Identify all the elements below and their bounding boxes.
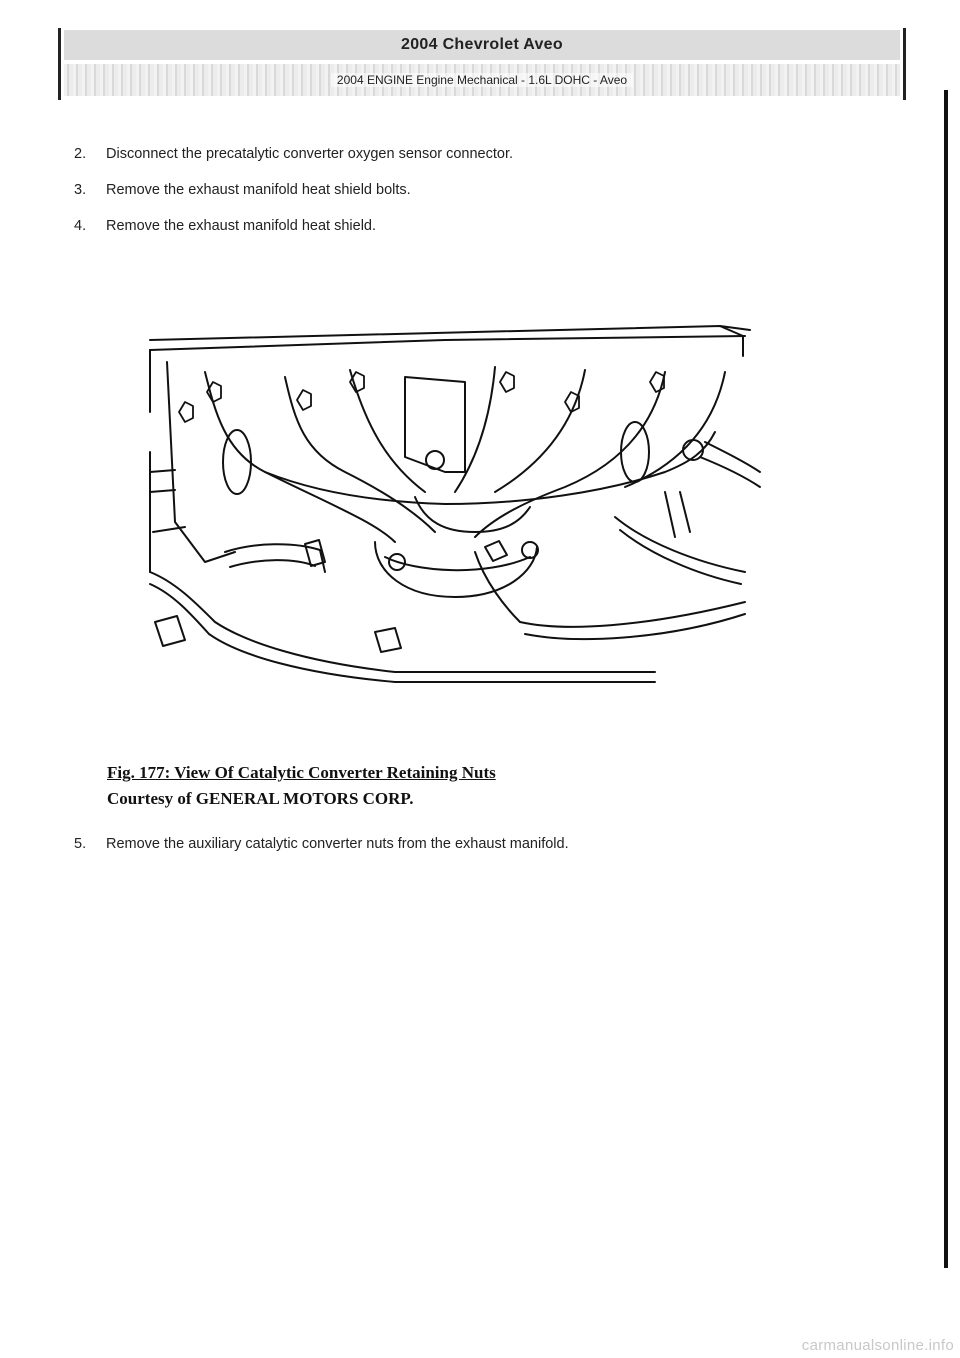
header-left-border <box>58 28 61 100</box>
figure-caption-credit: Courtesy of GENERAL MOTORS CORP. <box>107 789 414 808</box>
step-number: 5. <box>74 836 87 852</box>
step-number: 2. <box>74 146 87 162</box>
document-title: 2004 Chevrolet Aveo <box>401 36 563 53</box>
header-title-band <box>64 30 900 60</box>
figure-caption-title: Fig. 177: View Of Catalytic Converter Retaining Nuts <box>107 763 496 782</box>
exhaust-manifold-illustration <box>145 322 765 686</box>
figure-caption <box>107 760 496 812</box>
step-number: 3. <box>74 182 87 198</box>
step-text: Remove the exhaust manifold heat shield. <box>106 218 377 234</box>
document-subtitle: 2004 ENGINE Engine Mechanical - 1.6L DOHC - Aveo <box>331 73 633 87</box>
step-text: Remove the auxiliary catalytic converter nuts from the exhaust manifold. <box>106 836 569 852</box>
step-text: Disconnect the precatalytic converter oxygen sensor connector. <box>106 146 514 162</box>
step-item <box>74 144 513 164</box>
step-text: Remove the exhaust manifold heat shield bolts. <box>106 182 411 198</box>
watermark: carmanualsonline.info <box>801 1337 954 1354</box>
step-number: 4. <box>74 218 87 234</box>
header-subtitle-band <box>64 64 900 96</box>
step-item <box>74 216 513 236</box>
step-item <box>74 180 513 200</box>
procedure-steps <box>74 144 513 252</box>
page-header <box>58 28 906 98</box>
page-right-border <box>944 90 948 1268</box>
step-item <box>74 836 569 852</box>
header-right-border <box>903 28 906 100</box>
